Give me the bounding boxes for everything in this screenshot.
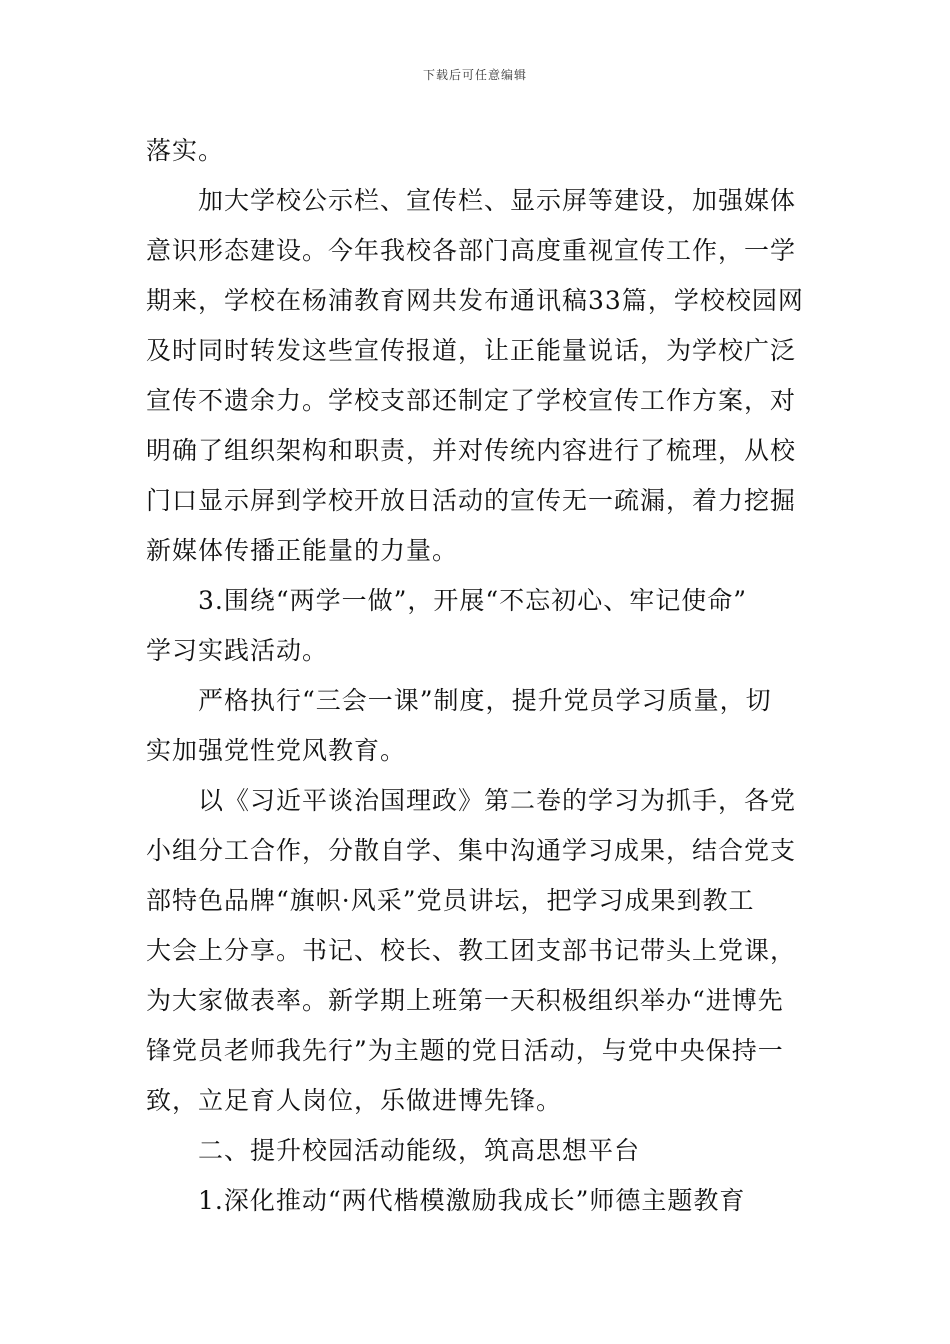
- text-line: 小组分工合作，分散自学、集中沟通学习成果，结合党支: [146, 836, 797, 865]
- header-note: 下载后可任意编辑: [422, 68, 527, 82]
- text-line: 1.深化推动“两代楷模激励我成长”师德主题教育: [198, 1186, 746, 1215]
- text-line: 锋党员老师我先行”为主题的党日活动，与党中央保持一: [146, 1036, 784, 1065]
- text-line: 明确了组织架构和职责，并对传统内容进行了梳理，从校: [146, 436, 797, 465]
- text-line: 致，立足育人岗位，乐做进博先锋。: [146, 1086, 563, 1115]
- document-body: [146, 128, 806, 1228]
- text-line: 宣传不遗余力。学校支部还制定了学校宣传工作方案，对: [146, 386, 797, 415]
- text-line: 3.围绕“两学一做”，开展“不忘初心、牢记使命”: [198, 586, 747, 615]
- text-line: 实加强党性党风教育。: [146, 736, 407, 765]
- text-line: 加大学校公示栏、宣传栏、显示屏等建设，加强媒体: [198, 186, 797, 215]
- text-line: 落实。: [146, 136, 225, 165]
- text-line: 意识形态建设。今年我校各部门高度重视宣传工作，一学: [146, 236, 797, 265]
- text-line: 部特色品牌“旗帜·风采”党员讲坛，把学习成果到教工: [146, 886, 755, 915]
- text-line: 严格执行“三会一课”制度，提升党员学习质量，切: [198, 686, 772, 715]
- text-line: 期来，学校在杨浦教育网共发布通讯稿33篇，学校校园网: [146, 286, 804, 315]
- text-line: 为大家做表率。新学期上班第一天积极组织举办“进博先: [146, 986, 784, 1015]
- text-line: 学习实践活动。: [146, 636, 329, 665]
- text-line: 以《习近平谈治国理政》第二卷的学习为抓手，各党: [198, 786, 797, 815]
- text-line: 门口显示屏到学校开放日活动的宣传无一疏漏，着力挖掘: [146, 486, 797, 515]
- text-line: 新媒体传播正能量的力量。: [146, 536, 459, 565]
- text-line: 二、提升校园活动能级，筑高思想平台: [198, 1136, 641, 1165]
- text-line: 大会上分享。书记、校长、教工团支部书记带头上党课，: [146, 936, 797, 965]
- text-line: 及时同时转发这些宣传报道，让正能量说话，为学校广泛: [146, 336, 797, 365]
